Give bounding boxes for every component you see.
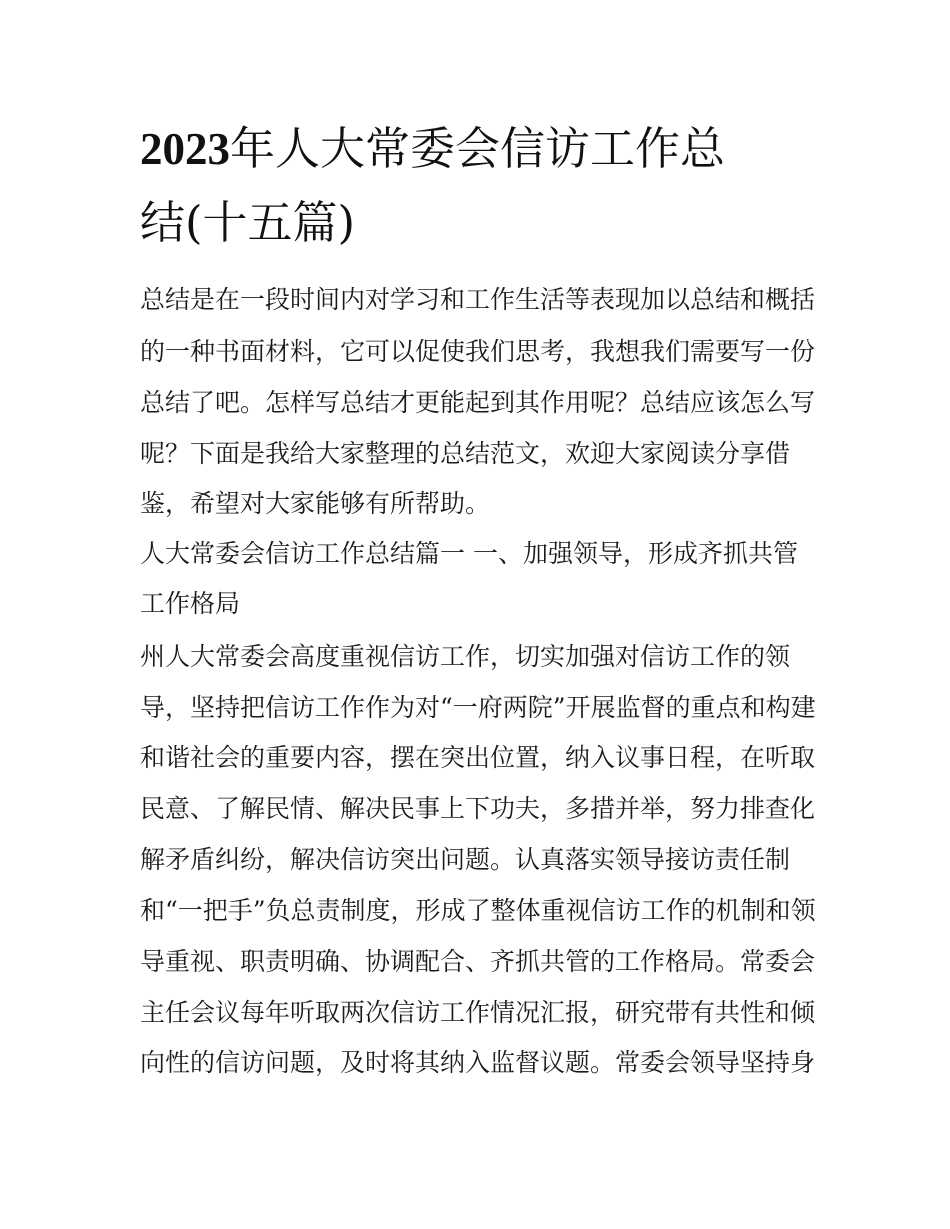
body-line: 鉴，希望对大家能够有所帮助。 (140, 489, 491, 518)
body-line: 导重视、职责明确、协调配合、齐抓共管的工作格局。常委会 (140, 947, 816, 976)
body-line: 州人大常委会高度重视信访工作，切实加强对信访工作的领 (140, 642, 791, 671)
body-line: 向性的信访问题，及时将其纳入监督议题。常委会领导坚持身 (140, 1048, 816, 1077)
title-line1-rest: 年人大常委会信访工作总 (230, 122, 726, 175)
section-heading-line: 工作格局 (140, 589, 241, 618)
section-heading-line: 人大常委会信访工作总结篇一 一、加强领导，形成齐抓共管 (140, 539, 798, 568)
title-year: 2023 (140, 124, 230, 174)
body-line: 和“一把手”负总责制度，形成了整体重视信访工作的机制和领 (140, 896, 816, 925)
body-line: 导，坚持把信访工作作为对“一府两院”开展监督的重点和构建 (140, 693, 816, 722)
body-line: 的一种书面材料，它可以促使我们思考，我想我们需要写一份 (140, 337, 816, 366)
body-line: 呢？下面是我给大家整理的总结范文，欢迎大家阅读分享借 (140, 439, 791, 468)
body-line: 主任会议每年听取两次信访工作情况汇报，研究带有共性和倾 (140, 998, 816, 1027)
title-line2: 结(十五篇) (140, 196, 356, 249)
document-title (140, 112, 830, 260)
body-line: 总结是在一段时间内对学习和工作生活等表现加以总结和概括 (140, 285, 816, 314)
body-line: 解矛盾纠纷，解决信访突出问题。认真落实领导接访责任制 (140, 845, 791, 874)
body-line: 总结了吧。怎样写总结才更能起到其作用呢？总结应该怎么写 (140, 388, 816, 417)
body-line: 民意、了解民情、解决民事上下功夫，多措并举，努力排查化 (140, 794, 816, 823)
body-line: 和谐社会的重要内容，摆在突出位置，纳入议事日程，在听取 (140, 743, 816, 772)
